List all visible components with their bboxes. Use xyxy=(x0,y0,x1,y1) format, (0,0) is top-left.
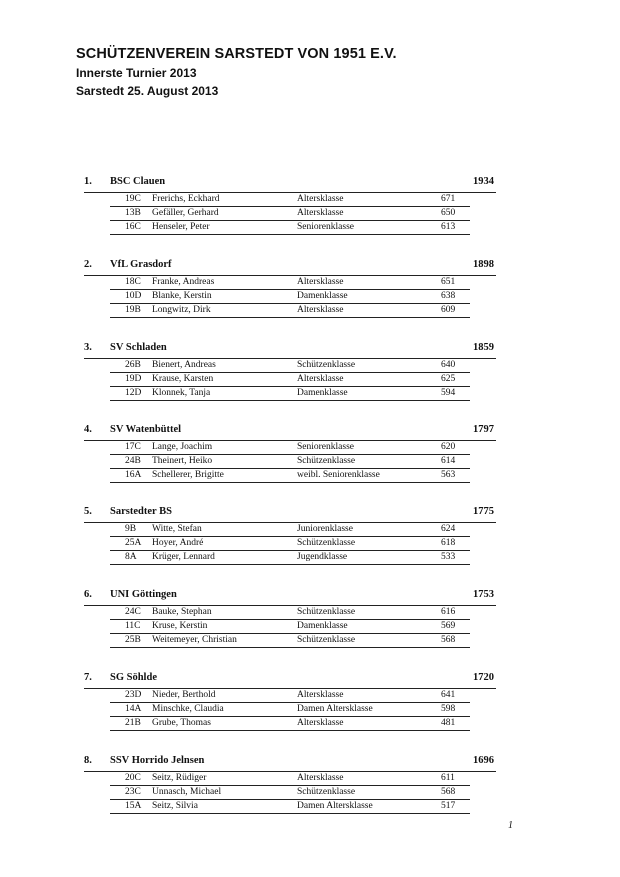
start-number: 14A xyxy=(125,704,142,714)
shooter-name: Lange, Joachim xyxy=(152,442,213,452)
team-total: 1753 xyxy=(473,589,494,600)
shooter-row xyxy=(110,221,470,235)
shooter-score: 650 xyxy=(441,208,456,218)
start-number: 25A xyxy=(125,538,142,548)
shooter-name: Seitz, Rüdiger xyxy=(152,773,207,783)
shooter-score: 638 xyxy=(441,291,456,301)
shooter-score: 671 xyxy=(441,194,456,204)
shooter-class: Damen Altersklasse xyxy=(297,801,373,811)
shooter-row xyxy=(110,373,470,387)
shooter-name: Grube, Thomas xyxy=(152,718,211,728)
shooter-row xyxy=(110,523,470,537)
start-number: 16C xyxy=(125,222,141,232)
team-header xyxy=(84,422,496,441)
shooter-row xyxy=(110,703,470,717)
shooter-score: 651 xyxy=(441,277,456,287)
shooter-class: Altersklasse xyxy=(297,277,344,287)
team-block xyxy=(84,670,496,731)
shooter-row xyxy=(110,551,470,565)
shooter-class: Schützenklasse xyxy=(297,787,356,797)
team-name: BSC Clauen xyxy=(110,176,166,187)
shooter-score: 609 xyxy=(441,305,456,315)
start-number: 18C xyxy=(125,277,141,287)
start-number: 9B xyxy=(125,524,137,534)
start-number: 24B xyxy=(125,456,141,466)
shooter-score: 569 xyxy=(441,621,456,631)
page-number: 1 xyxy=(508,820,513,831)
shooter-score: 614 xyxy=(441,456,456,466)
start-number: 10D xyxy=(125,291,142,301)
shooter-class: Schützenklasse xyxy=(297,360,356,370)
shooter-name: Bienert, Andreas xyxy=(152,360,216,370)
start-number: 16A xyxy=(125,470,142,480)
shooter-score: 568 xyxy=(441,635,456,645)
shooter-row xyxy=(110,606,470,620)
start-number: 19D xyxy=(125,374,142,384)
team-total: 1797 xyxy=(473,424,494,435)
team-rank: 6. xyxy=(84,589,92,600)
shooter-name: Witte, Stefan xyxy=(152,524,202,534)
team-block xyxy=(84,174,496,235)
shooter-row xyxy=(110,620,470,634)
shooter-score: 594 xyxy=(441,388,456,398)
team-block xyxy=(84,340,496,401)
team-block xyxy=(84,257,496,318)
shooter-name: Hoyer, André xyxy=(152,538,204,548)
shooter-class: Juniorenklasse xyxy=(297,524,353,534)
shooter-class: Damen Altersklasse xyxy=(297,704,373,714)
team-name: Sarstedter BS xyxy=(110,506,172,517)
shooter-row xyxy=(110,772,470,786)
team-total: 1720 xyxy=(473,672,494,683)
team-rank: 7. xyxy=(84,672,92,683)
shooter-class: Damenklasse xyxy=(297,291,348,301)
shooter-class: Seniorenklasse xyxy=(297,442,354,452)
start-number: 20C xyxy=(125,773,141,783)
shooter-name: Minschke, Claudia xyxy=(152,704,224,714)
team-header xyxy=(84,587,496,606)
event-title: Innerste Turnier 2013 xyxy=(76,66,197,80)
shooter-class: Altersklasse xyxy=(297,773,344,783)
place-date: Sarstedt 25. August 2013 xyxy=(76,84,219,98)
shooter-name: Krause, Karsten xyxy=(152,374,214,384)
shooter-score: 563 xyxy=(441,470,456,480)
start-number: 21B xyxy=(125,718,141,728)
start-number: 12D xyxy=(125,388,142,398)
shooter-score: 640 xyxy=(441,360,456,370)
shooter-score: 616 xyxy=(441,607,456,617)
team-header xyxy=(84,340,496,359)
shooter-class: Altersklasse xyxy=(297,208,344,218)
club-title: SCHÜTZENVEREIN SARSTEDT VON 1951 E.V. xyxy=(76,46,397,62)
team-name: SV Schladen xyxy=(110,342,167,353)
team-header xyxy=(84,257,496,276)
shooter-name: Krüger, Lennard xyxy=(152,552,215,562)
shooter-class: Altersklasse xyxy=(297,194,344,204)
start-number: 26B xyxy=(125,360,141,370)
team-block xyxy=(84,422,496,483)
start-number: 11C xyxy=(125,621,141,631)
start-number: 19B xyxy=(125,305,141,315)
start-number: 23D xyxy=(125,690,142,700)
team-header xyxy=(84,670,496,689)
shooter-row xyxy=(110,276,470,290)
team-rank: 3. xyxy=(84,342,92,353)
shooter-class: weibl. Seniorenklasse xyxy=(297,470,380,480)
shooter-class: Altersklasse xyxy=(297,305,344,315)
team-name: UNI Göttingen xyxy=(110,589,177,600)
shooter-name: Nieder, Berthold xyxy=(152,690,216,700)
shooter-score: 533 xyxy=(441,552,456,562)
team-total: 1859 xyxy=(473,342,494,353)
shooter-score: 620 xyxy=(441,442,456,452)
shooter-class: Seniorenklasse xyxy=(297,222,354,232)
shooter-class: Schützenklasse xyxy=(297,607,356,617)
shooter-name: Theinert, Heiko xyxy=(152,456,213,466)
shooter-class: Damenklasse xyxy=(297,621,348,631)
team-header xyxy=(84,174,496,193)
shooter-name: Bauke, Stephan xyxy=(152,607,212,617)
shooter-row xyxy=(110,800,470,814)
shooter-name: Klonnek, Tanja xyxy=(152,388,211,398)
team-block xyxy=(84,753,496,814)
shooter-score: 481 xyxy=(441,718,456,728)
start-number: 15A xyxy=(125,801,142,811)
shooter-row xyxy=(110,717,470,731)
team-name: SSV Horrido Jelnsen xyxy=(110,755,205,766)
start-number: 24C xyxy=(125,607,141,617)
shooter-name: Gefäller, Gerhard xyxy=(152,208,219,218)
team-total: 1934 xyxy=(473,176,494,187)
shooter-name: Kruse, Kerstin xyxy=(152,621,208,631)
shooter-class: Schützenklasse xyxy=(297,538,356,548)
shooter-row xyxy=(110,634,470,648)
team-header xyxy=(84,753,496,772)
shooter-row xyxy=(110,304,470,318)
start-number: 23C xyxy=(125,787,141,797)
shooter-name: Schellerer, Brigitte xyxy=(152,470,224,480)
team-rank: 5. xyxy=(84,506,92,517)
shooter-class: Altersklasse xyxy=(297,690,344,700)
start-number: 25B xyxy=(125,635,141,645)
shooter-row xyxy=(110,441,470,455)
team-rank: 8. xyxy=(84,755,92,766)
shooter-score: 598 xyxy=(441,704,456,714)
shooter-row xyxy=(110,786,470,800)
team-total: 1696 xyxy=(473,755,494,766)
shooter-row xyxy=(110,469,470,483)
shooter-class: Jugendklasse xyxy=(297,552,348,562)
shooter-name: Frerichs, Eckhard xyxy=(152,194,220,204)
shooter-score: 611 xyxy=(441,773,455,783)
team-name: SV Watenbüttel xyxy=(110,424,182,435)
shooter-name: Weitemeyer, Christian xyxy=(152,635,237,645)
team-name: SG Söhlde xyxy=(110,672,157,683)
shooter-class: Schützenklasse xyxy=(297,456,356,466)
start-number: 17C xyxy=(125,442,141,452)
shooter-score: 613 xyxy=(441,222,456,232)
shooter-class: Altersklasse xyxy=(297,718,344,728)
shooter-score: 568 xyxy=(441,787,456,797)
shooter-score: 641 xyxy=(441,690,456,700)
shooter-name: Franke, Andreas xyxy=(152,277,215,287)
shooter-score: 625 xyxy=(441,374,456,384)
shooter-score: 517 xyxy=(441,801,456,811)
shooter-row xyxy=(110,359,470,373)
team-block xyxy=(84,504,496,565)
shooter-name: Unnasch, Michael xyxy=(152,787,222,797)
shooter-name: Blanke, Kerstin xyxy=(152,291,212,301)
team-total: 1775 xyxy=(473,506,494,517)
shooter-row xyxy=(110,207,470,221)
shooter-class: Schützenklasse xyxy=(297,635,356,645)
shooter-name: Seitz, Silvia xyxy=(152,801,198,811)
shooter-row xyxy=(110,689,470,703)
shooter-name: Henseler, Peter xyxy=(152,222,210,232)
shooter-score: 624 xyxy=(441,524,456,534)
team-total: 1898 xyxy=(473,259,494,270)
team-rank: 2. xyxy=(84,259,92,270)
start-number: 8A xyxy=(125,552,137,562)
shooter-row xyxy=(110,290,470,304)
team-block xyxy=(84,587,496,648)
shooter-class: Damenklasse xyxy=(297,388,348,398)
team-rank: 1. xyxy=(84,176,92,187)
shooter-row xyxy=(110,387,470,401)
shooter-row xyxy=(110,537,470,551)
start-number: 13B xyxy=(125,208,141,218)
team-rank: 4. xyxy=(84,424,92,435)
shooter-score: 618 xyxy=(441,538,456,548)
team-name: VfL Grasdorf xyxy=(110,259,172,270)
shooter-class: Altersklasse xyxy=(297,374,344,384)
shooter-row xyxy=(110,193,470,207)
shooter-row xyxy=(110,455,470,469)
start-number: 19C xyxy=(125,194,141,204)
document-header xyxy=(76,44,397,100)
shooter-name: Longwitz, Dirk xyxy=(152,305,211,315)
team-header xyxy=(84,504,496,523)
